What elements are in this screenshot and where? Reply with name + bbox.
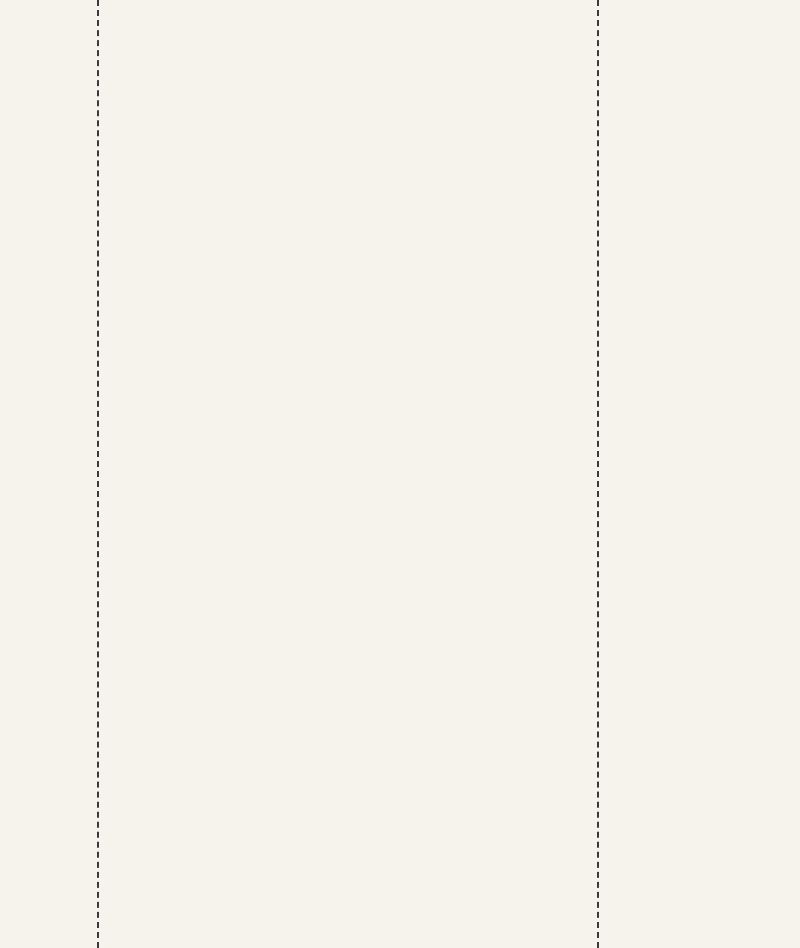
column-separator	[97, 0, 99, 948]
right-column	[605, 0, 800, 948]
left-column	[0, 0, 92, 948]
column-separator	[597, 0, 599, 948]
middle-column	[106, 0, 590, 948]
